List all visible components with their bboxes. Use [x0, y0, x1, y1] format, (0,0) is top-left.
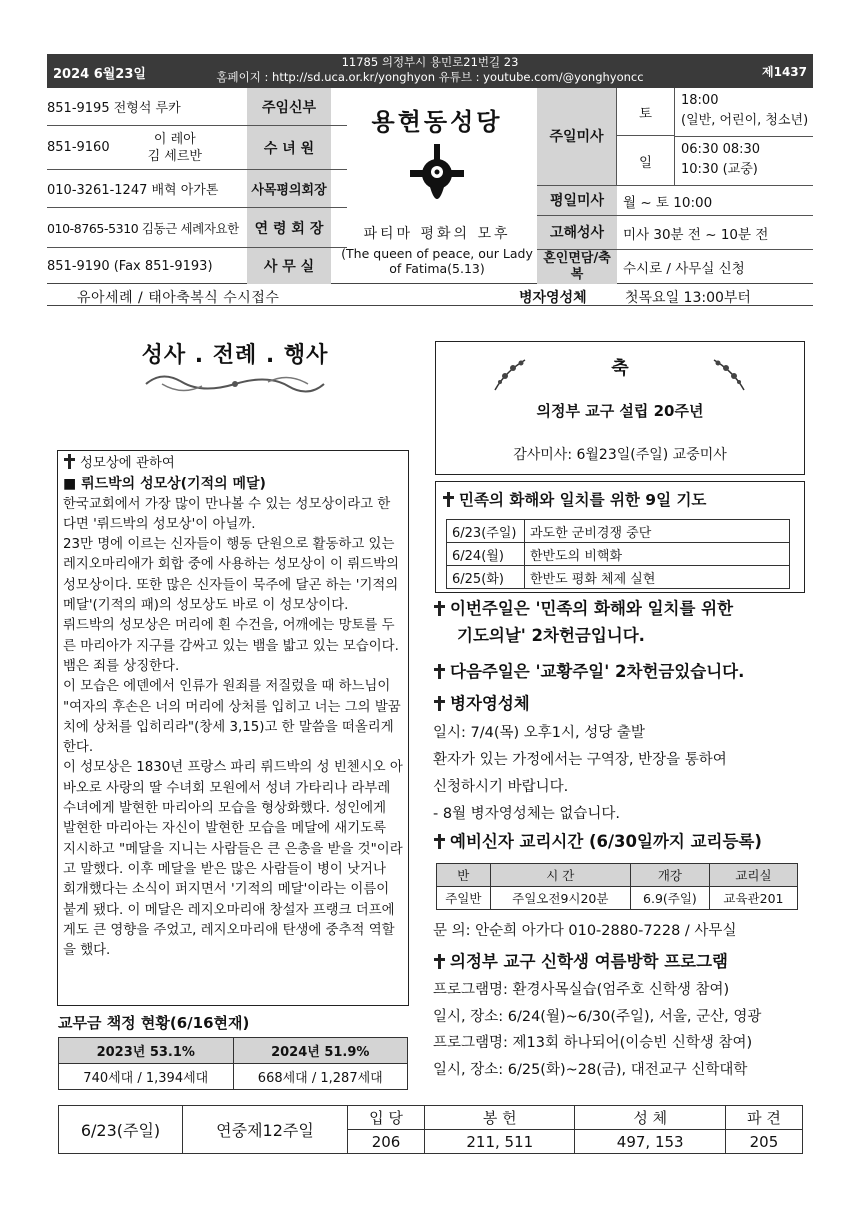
contact-phone-number: 851-9160 [47, 140, 110, 155]
table-cell: 740세대 / 1,394세대 [59, 1064, 234, 1090]
church-patron-english: (The queen of peace, our Lady of Fatima(5.13) [341, 246, 533, 276]
issue-number: 제1437 [762, 65, 807, 79]
notice-text: 예비신자 교리시간 (6/30일까지 교리등록) [450, 832, 762, 851]
table-cell: 668세대 / 1,287세대 [233, 1064, 408, 1090]
article-paragraph: 뤼드박의 성모상은 머리에 흰 수건을, 어깨에는 망토를 두른 마리아가 지구를 감싸고 있는 뱀을 밟고 있는 모습이다. 뱀은 죄를 상징한다. [63, 618, 399, 674]
notice-text: 의정부 교구 신학생 여름방학 프로그램 [450, 952, 729, 971]
sunday-mass-row [537, 88, 813, 186]
ornament-divider-icon [142, 368, 328, 400]
contact-row [47, 170, 347, 208]
notice-text: 이번주일은 '민족의 화해와 일치를 위한 [450, 599, 734, 618]
prayer-intention: 한반도 평화 체제 실현 [525, 566, 790, 589]
table-header: 파 견 [725, 1106, 802, 1130]
weekday-mass-row [537, 186, 813, 216]
notice-offering-line1 [433, 598, 813, 619]
cross-icon [63, 454, 76, 469]
saturday-times [681, 91, 808, 131]
article-subheading: ■ 뤼드박의 성모상(기적의 메달) [63, 476, 266, 493]
cross-icon [442, 492, 455, 507]
table-row [59, 1106, 803, 1130]
notice-offering-line2: 기도의날' 2차헌금입니다. [457, 626, 645, 645]
catechism-inquiry: 문 의: 안순희 아가다 010-2880-7228 / 사무실 [433, 923, 737, 939]
footer-date: 6/23(주일) [59, 1106, 183, 1154]
contact-row [47, 208, 347, 248]
prayer-intention: 한반도의 비핵화 [525, 543, 790, 566]
contact-role: 수 녀 원 [247, 126, 331, 169]
cross-icon [433, 695, 446, 710]
fund-table [58, 1037, 408, 1090]
prayer-box [435, 481, 805, 593]
confession-value: 미사 30분 전 ~ 10분 전 [623, 226, 769, 243]
contact-role: 사목평의회장 [247, 170, 331, 207]
sick-line: 신청하시기 바랍니다. [433, 779, 569, 795]
contact-names: 이 레아 김 세르반 [147, 131, 202, 164]
contact-phone: 851-9190 (Fax 851-9193) [47, 258, 213, 274]
weekday-mass-label: 평일미사 [537, 186, 617, 215]
fund-title: 교무금 책정 현황(6/16현재) [58, 1014, 250, 1032]
table-row [447, 543, 790, 566]
celebration-event: 의정부 교구 설립 20주년 [536, 402, 704, 420]
contact-phone: 010-8765-5310 김동근 세례자요한 [47, 220, 239, 236]
table-header: 개강 [630, 864, 709, 887]
header-info [47, 88, 813, 284]
mass-schedule [537, 88, 813, 284]
saturday-time: 18:00 [681, 93, 719, 108]
table-header: 교리실 [709, 864, 797, 887]
sick-line: - 8월 병자영성체는 없습니다. [433, 806, 620, 822]
table-cell: 주일오전9시20분 [490, 887, 630, 910]
article-heading [63, 454, 403, 474]
table-header: 2024년 51.9% [233, 1038, 408, 1064]
table-header: 입 당 [348, 1106, 425, 1130]
confession-row [537, 216, 813, 250]
header-bar [47, 54, 813, 88]
table-header: 시 간 [490, 864, 630, 887]
footer-week: 연중제12주일 [183, 1106, 348, 1154]
church-logo-icon [402, 141, 472, 211]
article-paragraph: 이 모습은 에덴에서 인류가 원죄를 저질렀을 때 하느님이 "여자의 후손은 너의 머리에 상처를 입히고 너는 그의 발꿈치에 상처를 입히리라"(창세 3,15)고 한 말씀을 떠올리게 한다. [63, 679, 401, 756]
table-row [437, 864, 798, 887]
saturday-label: 토 [617, 88, 675, 136]
marriage-row [537, 250, 813, 284]
marriage-label: 혼인면담/축복 [537, 250, 617, 284]
marriage-value: 수시로 / 사무실 신청 [623, 261, 745, 277]
sunday-time-2: 10:30 (교중) [681, 162, 758, 177]
sub-info-bar [47, 286, 813, 306]
table-header: 2023년 53.1% [59, 1038, 234, 1064]
table-row [59, 1038, 408, 1064]
notice-next-offering [433, 661, 813, 682]
contact-phone [47, 126, 247, 169]
celebration-title: 축 [611, 358, 629, 379]
summer-title [433, 951, 813, 972]
weekday-mass-value: 월 ~ 토 10:00 [623, 194, 713, 211]
table-cell: 211, 511 [425, 1130, 575, 1154]
article-paragraph: 한국교회에서 가장 많이 만나볼 수 있는 성모상이라고 한다면 '뤼드박의 성모상'이 아닐까. [63, 496, 391, 532]
table-cell: 주일반 [437, 887, 491, 910]
church-identity [337, 88, 537, 284]
summer-line: 일시, 장소: 6/25(화)~28(금), 대전교구 신학대학 [433, 1061, 748, 1078]
prayer-title [442, 488, 706, 510]
table-row [447, 520, 790, 543]
prayer-table [446, 519, 790, 589]
article-box [57, 450, 409, 1006]
contact-row [47, 88, 347, 126]
saturday-note: (일반, 어린이, 청소년) [681, 113, 809, 128]
contact-phone: 010-3261-1247 배혁 아가톤 [47, 183, 219, 198]
notice-text: 다음주일은 '교황주일' 2차헌금있습니다. [450, 662, 745, 681]
summer-program [433, 951, 813, 1083]
confession-label: 고해성사 [537, 216, 617, 249]
prayer-date: 6/23(주일) [447, 520, 525, 543]
table-cell: 교육관201 [709, 887, 797, 910]
sick-communion-value: 첫목요일 13:00부터 [625, 290, 751, 306]
notice-offering [433, 598, 813, 646]
contact-row [47, 126, 347, 170]
contact-role: 주임신부 [247, 88, 331, 125]
sick-communion-label: 병자영성체 [519, 290, 587, 306]
celebration-box [435, 341, 805, 475]
table-cell: 6.9(주일) [630, 887, 709, 910]
table-row [437, 887, 798, 910]
sunday-times [681, 140, 760, 180]
catechism-table [436, 863, 798, 910]
attendance-table [58, 1105, 803, 1154]
table-header: 봉 헌 [425, 1106, 575, 1130]
church-address-block [47, 55, 813, 85]
cross-icon [433, 663, 446, 678]
sunday-label: 일 [617, 136, 675, 186]
table-header: 반 [437, 864, 491, 887]
prayer-date: 6/25(화) [447, 566, 525, 589]
celebration-mass: 감사미사: 6월23일(주일) 교중미사 [513, 447, 727, 463]
notice-text: 병자영성체 [450, 694, 530, 713]
summer-line: 프로그램명: 환경사목실습(엄주호 신학생 참여) [433, 982, 730, 998]
church-address: 11785 의정부시 용민로21번길 23 [341, 55, 519, 69]
bulletin-date: 2024 6월23일 [53, 67, 146, 82]
summer-line: 일시, 장소: 6/24(월)~6/30(주일), 서울, 군산, 영광 [433, 1008, 762, 1025]
web-links: 홈페이지 : http://sd.uca.or.kr/yonghyon 유튜브 : youtube.com/@yonghyoncc [216, 70, 644, 84]
table-cell: 497, 153 [575, 1130, 725, 1154]
prayer-intention: 과도한 군비경쟁 중단 [525, 520, 790, 543]
cross-icon [433, 833, 446, 848]
contact-role: 사 무 실 [247, 248, 331, 284]
cross-icon [433, 953, 446, 968]
baptism-notice: 유아세례 / 태아축복식 수시접수 [77, 290, 280, 306]
article-heading-text: 성모상에 관하여 [80, 456, 175, 471]
church-name: 용현동성당 [371, 108, 503, 136]
section-title: 성사 . 전례 . 행사 [141, 343, 329, 368]
table-cell: 205 [725, 1130, 802, 1154]
contact-phone: 851-9195 전형석 루카 [47, 101, 181, 116]
sick-communion-title [433, 693, 813, 714]
table-row [59, 1064, 408, 1090]
prayer-title-text: 민족의 화해와 일치를 위한 9일 기도 [459, 491, 707, 509]
contact-row [47, 248, 347, 284]
church-patron: 파티마 평화의 모후 [363, 226, 511, 242]
cross-icon [433, 600, 446, 615]
sick-line: 환자가 있는 가정에서는 구역장, 반장을 통하여 [433, 752, 727, 768]
contact-role: 연 령 회 장 [247, 208, 331, 247]
sunday-time-1: 06:30 08:30 [681, 142, 761, 157]
table-header: 성 체 [575, 1106, 725, 1130]
sick-line: 일시: 7/4(목) 오후1시, 성당 출발 [433, 725, 645, 741]
article-paragraph: 23만 명에 이르는 신자들이 행동 단원으로 활동하고 있는 레지오마리애가 회합 중에 사용하는 성모상이 이 뤼드박의 성모상이다. 또한 많은 신자들이 묵주에 달곤 하는 '기적의 메달'(기적의 패)의 성모상도 바로 이 성모상이다. [63, 537, 399, 614]
sick-communion-notice [433, 693, 813, 828]
sunday-mass-label: 주일미사 [537, 88, 617, 185]
table-cell: 206 [348, 1130, 425, 1154]
summer-line: 프로그램명: 제13회 하나되어(이승빈 신학생 참여) [433, 1035, 753, 1051]
catechism-title [433, 831, 813, 852]
prayer-date: 6/24(월) [447, 543, 525, 566]
table-row [447, 566, 790, 589]
article-paragraph: 이 성모상은 1830년 프랑스 파리 뤼드박의 성 빈첸시오 아 바오로 사랑의 딸 수녀회 모원에서 성녀 가타리나 라부레 수녀에게 발현한 마리아의 모습을 형상화했다. 성인에게 발현한 마리아는 자신이 발현한 모습을 메달에 새기도록 지시하고 "메달을 지니는 사람들은 큰 은총을 받을 것"이라고 말했다. 이후 메달을 받은 많은 사람들이 병이 낫거나 회개했다는 소식이 퍼지면서 '기적의 메달'이라는 이름이 붙게 됐다. 이 메달은 레지오마리애 창설자 프랭크 더프에게도 큰 영향을 주었고, 레지오마리애 탄생에 중추적 역할을 했다. [63, 760, 403, 959]
